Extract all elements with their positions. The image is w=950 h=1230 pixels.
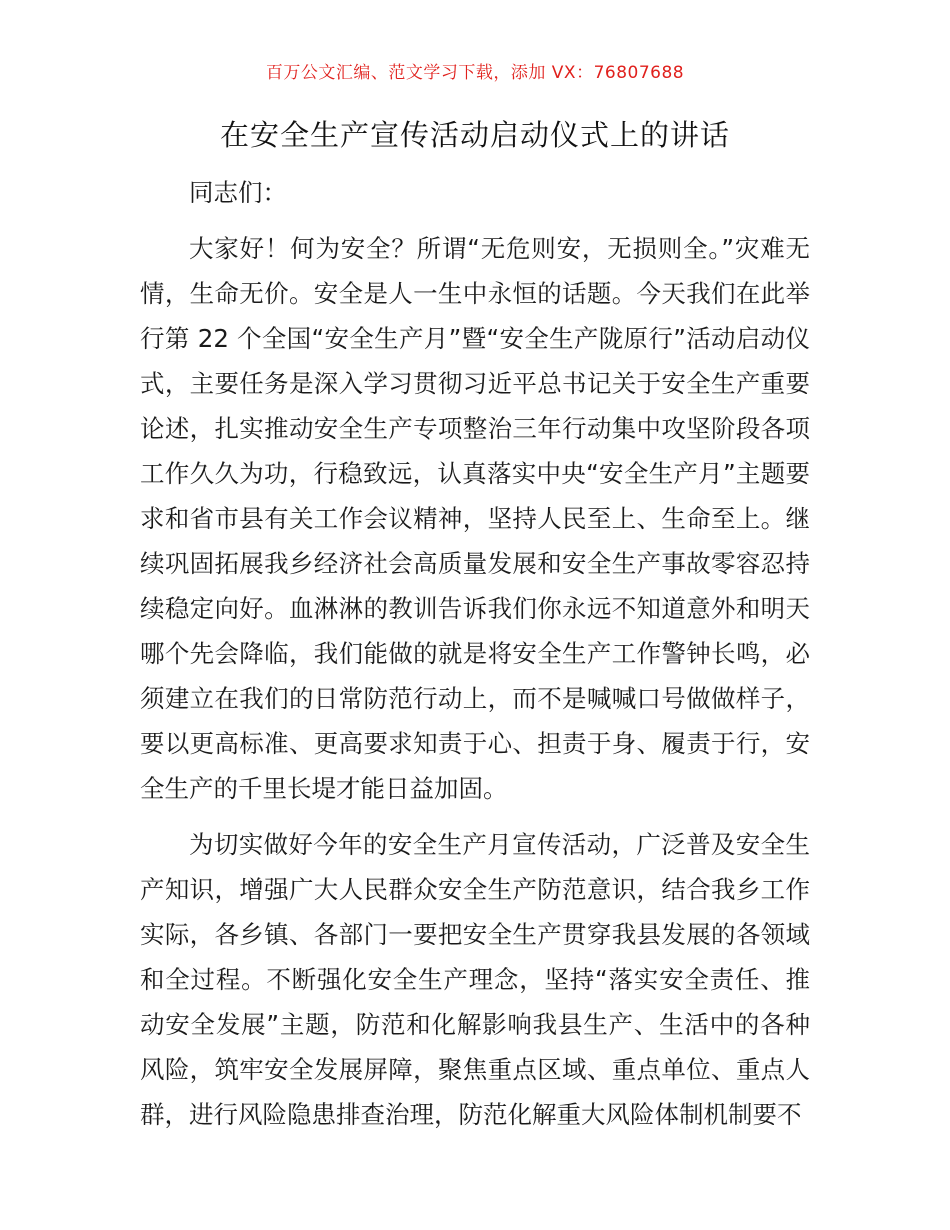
document-body	[140, 170, 810, 1137]
header-contact-note: 百万公文汇编、范文学习下载，添加 VX：76807688	[265, 63, 685, 83]
paragraph-1: 大家好！何为安全？所谓“无危则安，无损则全。”灾难无情，生命无价。安全是人一生中永恒的话题。今天我们在此举行第 22 个全国“安全生产月”暨“安全生产陇原行”活动启动仪式，主要任务是深入学习贯彻习近平总书记关于安全生产重要论述，扎实推动安全生产专项整治三年行动集中攻坚阶段各项工作久久为功，行稳致远，认真落实中央“安全生产月”主题要求和省市县有关工作会议精神，坚持人民至上、生命至上。继续巩固拓展我乡经济社会高质量发展和安全生产事故零容忍持续稳定向好。血淋淋的教训告诉我们你永远不知道意外和明天哪个先会降临，我们能做的就是将安全生产工作警钟长鸣，必须建立在我们的日常防范行动上，而不是喊喊口号做做样子，要以更高标准、更高要求知责于心、担责于身、履责于行，安全生产的千里长堤才能日益加固。	[140, 234, 810, 803]
paragraph-2: 为切实做好今年的安全生产月宣传活动，广泛普及安全生产知识，增强广大人民群众安全生产防范意识，结合我乡工作实际，各乡镇、各部门一要把安全生产贯穿我县发展的各领域和全过程。不断强化安全生产理念，坚持“落实安全责任、推动安全发展”主题，防范和化解影响我县生产、生活中的各种风险，筑牢安全发展屏障，聚焦重点区域、重点单位、重点人群，进行风险隐患排查治理，防范化解重大风险体制机制要不	[140, 830, 810, 1129]
salutation: 同志们：	[189, 178, 287, 207]
document-title: 在安全生产宣传活动启动仪式上的讲话	[219, 118, 730, 152]
